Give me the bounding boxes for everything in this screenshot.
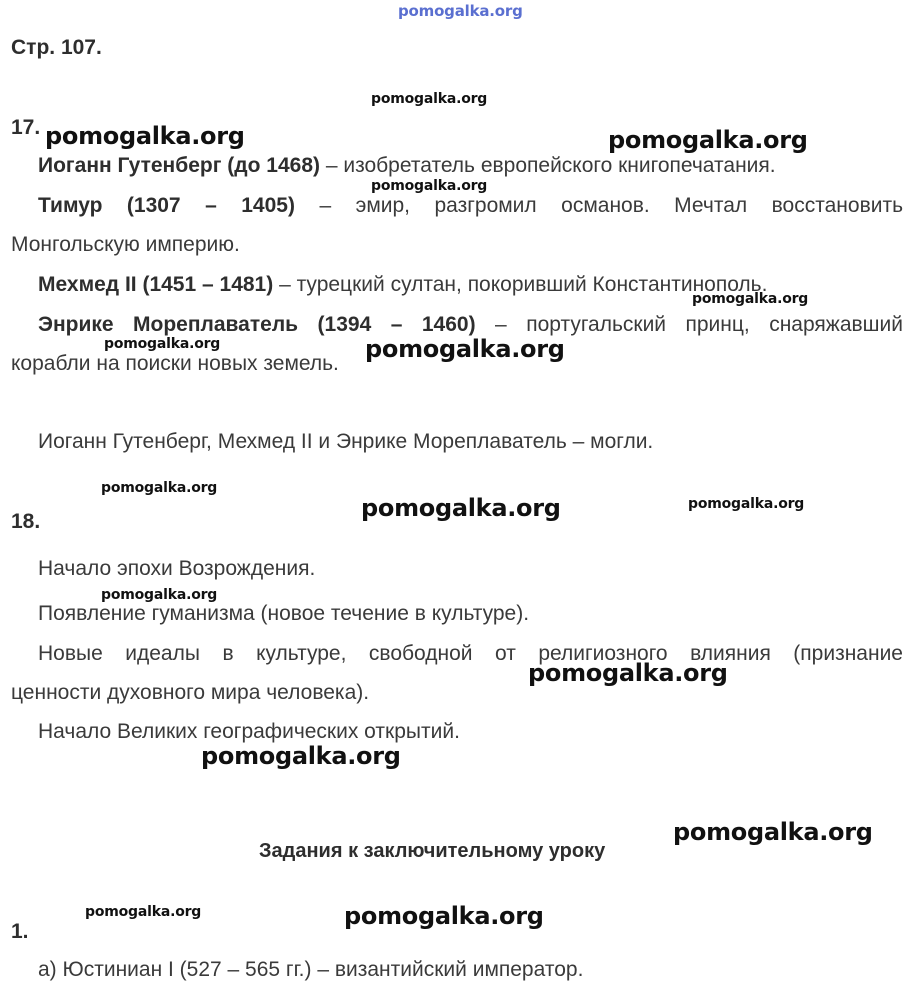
person-description: – португальский принц, снаряжавший [475, 313, 903, 336]
task-18-line-3: Новые идеалы в культуре, свободной от религиозного влияния (признание [38, 642, 903, 665]
watermark: pomogalka.org [201, 742, 401, 770]
watermark: pomogalka.org [371, 178, 488, 194]
watermark: pomogalka.org [361, 494, 561, 522]
section-heading: Задания к заключительному уроку [259, 840, 606, 862]
person-description: – эмир, разгромил османов. Мечтал восстановить [294, 194, 904, 217]
person-name: Энрике Мореплаватель (1394 – 1460) [38, 313, 476, 336]
task-17-item-1 [38, 153, 776, 179]
task-17-item-2-line-1 [38, 193, 903, 219]
person-name: Мехмед II (1451 – 1481) [38, 273, 274, 296]
watermark: pomogalka.org [101, 587, 218, 603]
watermark: pomogalka.org [688, 496, 805, 512]
watermark: pomogalka.org [528, 659, 728, 687]
task-17-item-2-line-2: Монгольскую империю. [11, 233, 240, 256]
watermark: pomogalka.org [365, 335, 565, 363]
task-1-line: а) Юстиниан I (527 – 565 гг.) – византийский император. [38, 958, 584, 981]
watermark: pomogalka.org [104, 336, 221, 352]
watermark-top: pomogalka.org [398, 2, 523, 20]
task-18-line-2: Появление гуманизма (новое течение в культуре). [38, 602, 530, 625]
watermark: pomogalka.org [608, 126, 808, 154]
task-17-item-3 [38, 272, 767, 298]
watermark: pomogalka.org [673, 818, 873, 846]
person-name: Тимур (1307 – 1405) [38, 194, 295, 217]
watermark: pomogalka.org [101, 480, 218, 496]
task-1-number: 1. [11, 920, 29, 943]
page-label: Стр. 107. [11, 36, 102, 59]
watermark: pomogalka.org [371, 91, 488, 107]
task-18-line-1: Начало эпохи Возрождения. [38, 557, 316, 580]
watermark: pomogalka.org [45, 122, 245, 150]
task-17-number: 17. [11, 116, 41, 139]
watermark: pomogalka.org [692, 291, 809, 307]
task-18-line-4: ценности духовного мира человека). [11, 681, 370, 704]
watermark: pomogalka.org [344, 902, 544, 930]
person-description: – изобретатель европейского книгопечатания. [320, 154, 776, 177]
watermark: pomogalka.org [85, 904, 202, 920]
task-18-line-5: Начало Великих географических открытий. [38, 720, 460, 743]
person-name: Иоганн Гутенберг (до 1468) [38, 154, 320, 177]
task-17-answer: Иоганн Гутенберг, Мехмед II и Энрике Мореплаватель – могли. [38, 430, 654, 453]
task-18-number: 18. [11, 510, 41, 533]
person-description: – турецкий султан, покоривший Константинополь. [273, 273, 768, 296]
task-17-item-4-line-2: корабли на поиски новых земель. [11, 352, 339, 375]
